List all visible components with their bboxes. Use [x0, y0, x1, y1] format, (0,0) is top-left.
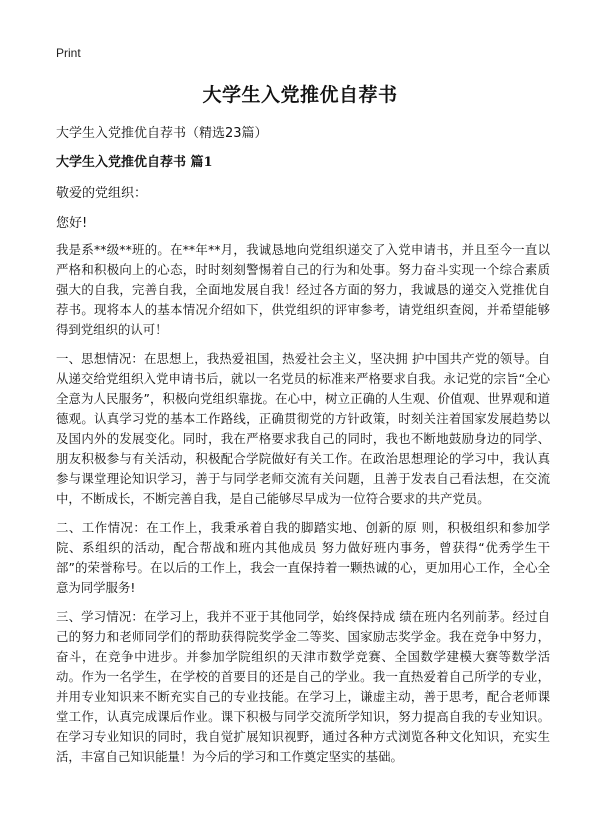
- document-subtitle: 大学生入党推优自荐书（精选23篇）: [56, 126, 268, 141]
- salutation: 敬爱的党组织：: [56, 186, 148, 201]
- paragraph-work: 二、工作情况：在工作上，我秉承着自我的脚踏实地、创新的原 则，积极组织和参加学院、系组织的活动，配合帮战和班内其他成员 努力做好班内事务，曾获得“优秀学生干部”的荣誉称号。在以后的工作上，我会一直保持着一颗热诚的心，更加用心工作，全心全意为同学服务!: [56, 520, 550, 595]
- print-link[interactable]: Print: [56, 46, 81, 60]
- greeting: 您好!: [56, 216, 88, 231]
- letter-body: [56, 240, 550, 776]
- paragraph-study: 三、学习情况：在学习上，我并不亚于其他同学，始终保持成 绩在班内名列前茅。经过自己的努力和老师同学们的帮助获得院奖学金二等奖、国家励志奖学金。我在竞争中努力，奋斗，在竞争中进步。并参加学院组织的天津市数学竞赛、全国数学建模大赛等数学活动。作为一名学生，在学校的首要目的还是自己的学业。我一直热爱着自己所学的专业，并用专业知识来不断充实自己的专业技能。在学习上，谦虚主动，善于思考，配合老师课堂工作，认真完成课后作业。课下积极与同学交流所学知识，努力提高自我的专业知识。在学习专业知识的同时，我自觉扩展知识视野，通过各种方式浏览各种文化知识，充实生活，丰富自己知识能量！为今后的学习和工作奠定坚实的基础。: [56, 609, 550, 764]
- page-title: 大学生入党推优自荐书: [202, 84, 398, 106]
- paragraph-intro: 我是系**级**班的。在**年**月，我诚恳地向党组织递交了入党申请书，并且至今一直以严格和积极向上的心态，时时刻刻警惕着自己的行为和处事。努力奋斗实现一个综合素质强大的自我，完善自我，全面地发展自我！经过各方面的努力，我诚恳的递交入党推优自荐书。现将本人的基本情况介绍如下，供党组织的评审参考，请党组织查阅，并希望能够得到党组织的认可！: [56, 242, 550, 337]
- section-heading: 大学生入党推优自荐书 篇1: [56, 155, 213, 170]
- paragraph-ideology: 一、思想情况：在思想上，我热爱祖国，热爱社会主义，坚决拥 护中国共产党的领导。自从递交给党组织入党申请书后，就以一名党员的标准来严格要求自我。永记党的宗旨“全心全意为人民服务”，积极向党组织靠拢。在心中，树立正确的人生观、价值观、世界观和道德观。认真学习党的基本工作路线，正确贯彻党的方针政策，时刻关注着国家发展趋势以及国内外的发展变化。同时，我在严格要求我自己的同时，我也不断地鼓励身边的同学、朋友积极参与有关活动，积极配合学院做好有关工作。在政治思想理论的学习中，我认真参与课堂理论知识学习，善于与同学老师交流有关问题，且善于发表自己看法想，在交流中，不断成长，不断完善自我，是自己能够尽早成为一位符合要求的共产党员。: [56, 351, 550, 506]
